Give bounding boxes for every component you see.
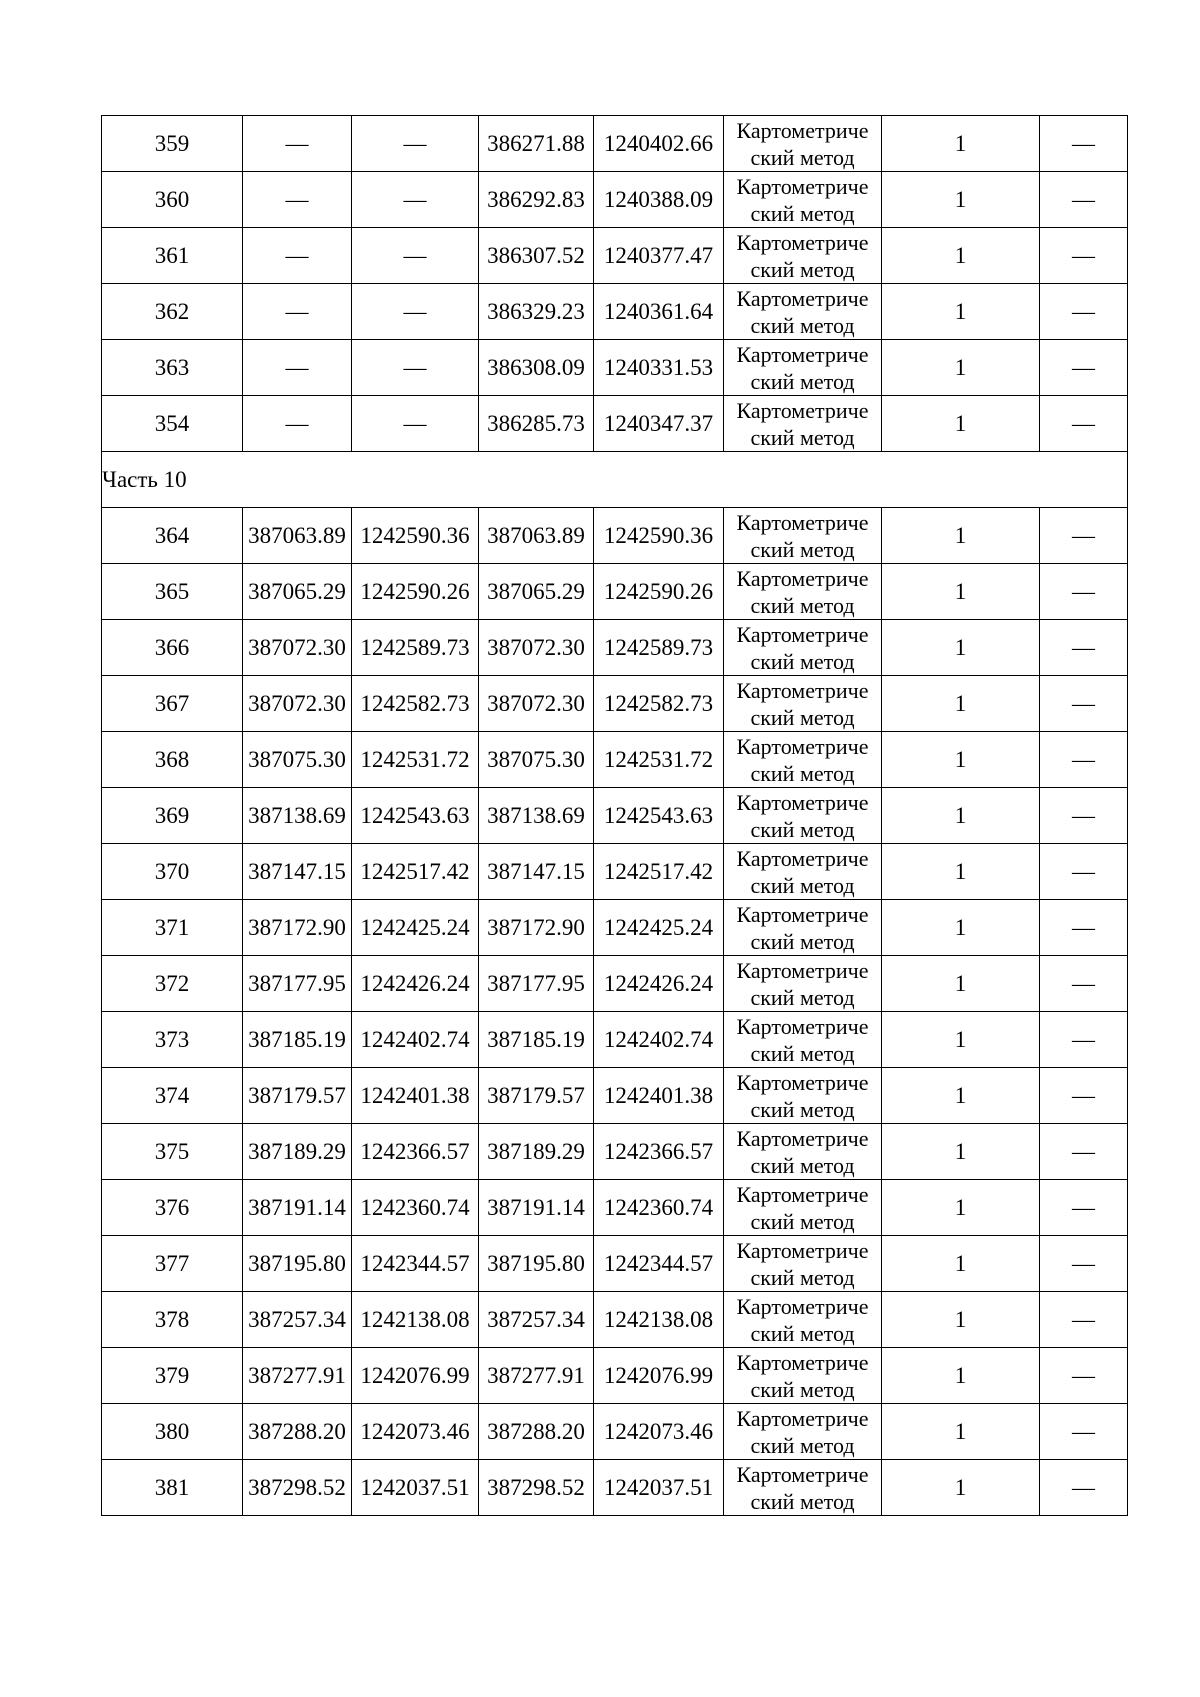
point-number-cell: 364 — [102, 508, 243, 564]
refined-y-cell: 1242425.24 — [594, 900, 724, 956]
table-row — [102, 620, 1128, 676]
method-cell: Картометриче ский метод — [724, 1012, 882, 1068]
accuracy-cell: 1 — [882, 1292, 1040, 1348]
existing-x-cell: 387177.95 — [243, 956, 352, 1012]
accuracy-cell: 1 — [882, 228, 1040, 284]
accuracy-cell: 1 — [882, 564, 1040, 620]
description-cell: — — [1040, 284, 1128, 340]
existing-x-cell: — — [243, 116, 352, 172]
description-cell: — — [1040, 1348, 1128, 1404]
existing-x-cell: 387195.80 — [243, 1236, 352, 1292]
method-cell: Картометриче ский метод — [724, 844, 882, 900]
table-row — [102, 1236, 1128, 1292]
existing-x-cell: 387189.29 — [243, 1124, 352, 1180]
existing-x-cell: 387072.30 — [243, 620, 352, 676]
table-row — [102, 284, 1128, 340]
table-row — [102, 340, 1128, 396]
description-cell: — — [1040, 116, 1128, 172]
refined-x-cell: 387185.19 — [479, 1012, 594, 1068]
existing-x-cell: — — [243, 396, 352, 452]
point-number-cell: 376 — [102, 1180, 243, 1236]
existing-x-cell: 387179.57 — [243, 1068, 352, 1124]
existing-y-cell: 1242076.99 — [352, 1348, 479, 1404]
point-number-cell: 365 — [102, 564, 243, 620]
refined-y-cell: 1242517.42 — [594, 844, 724, 900]
accuracy-cell: 1 — [882, 284, 1040, 340]
existing-y-cell: 1242543.63 — [352, 788, 479, 844]
refined-x-cell: 387147.15 — [479, 844, 594, 900]
existing-x-cell: 387075.30 — [243, 732, 352, 788]
existing-x-cell: 387288.20 — [243, 1404, 352, 1460]
existing-y-cell: 1242360.74 — [352, 1180, 479, 1236]
method-cell: Картометриче ский метод — [724, 1068, 882, 1124]
accuracy-cell: 1 — [882, 844, 1040, 900]
description-cell: — — [1040, 900, 1128, 956]
point-number-cell: 380 — [102, 1404, 243, 1460]
point-number-cell: 366 — [102, 620, 243, 676]
description-cell: — — [1040, 564, 1128, 620]
accuracy-cell: 1 — [882, 1460, 1040, 1516]
refined-x-cell: 387288.20 — [479, 1404, 594, 1460]
point-number-cell: 367 — [102, 676, 243, 732]
point-number-cell: 369 — [102, 788, 243, 844]
description-cell: — — [1040, 1236, 1128, 1292]
table-row — [102, 844, 1128, 900]
description-cell: — — [1040, 844, 1128, 900]
refined-y-cell: 1242344.57 — [594, 1236, 724, 1292]
method-cell: Картометриче ский метод — [724, 1236, 882, 1292]
refined-x-cell: 387072.30 — [479, 620, 594, 676]
existing-x-cell: — — [243, 172, 352, 228]
existing-y-cell: — — [352, 284, 479, 340]
existing-y-cell: 1242531.72 — [352, 732, 479, 788]
refined-y-cell: 1242582.73 — [594, 676, 724, 732]
description-cell: — — [1040, 676, 1128, 732]
existing-x-cell: 387185.19 — [243, 1012, 352, 1068]
accuracy-cell: 1 — [882, 1068, 1040, 1124]
description-cell: — — [1040, 228, 1128, 284]
coordinates-table — [101, 115, 1128, 1516]
method-cell: Картометриче ский метод — [724, 508, 882, 564]
table-row — [102, 228, 1128, 284]
method-cell: Картометриче ский метод — [724, 900, 882, 956]
refined-x-cell: 386329.23 — [479, 284, 594, 340]
point-number-cell: 378 — [102, 1292, 243, 1348]
description-cell: — — [1040, 1180, 1128, 1236]
point-number-cell: 377 — [102, 1236, 243, 1292]
description-cell: — — [1040, 1068, 1128, 1124]
refined-y-cell: 1242426.24 — [594, 956, 724, 1012]
method-cell: Картометриче ский метод — [724, 676, 882, 732]
existing-x-cell: 387063.89 — [243, 508, 352, 564]
method-cell: Картометриче ский метод — [724, 1292, 882, 1348]
existing-x-cell: 387298.52 — [243, 1460, 352, 1516]
table-row — [102, 396, 1128, 452]
existing-x-cell: 387257.34 — [243, 1292, 352, 1348]
accuracy-cell: 1 — [882, 900, 1040, 956]
existing-x-cell: 387147.15 — [243, 844, 352, 900]
description-cell: — — [1040, 340, 1128, 396]
method-cell: Картометриче ский метод — [724, 732, 882, 788]
refined-x-cell: 387065.29 — [479, 564, 594, 620]
existing-y-cell: 1242138.08 — [352, 1292, 479, 1348]
table-row — [102, 1180, 1128, 1236]
refined-y-cell: 1242402.74 — [594, 1012, 724, 1068]
refined-y-cell: 1242401.38 — [594, 1068, 724, 1124]
accuracy-cell: 1 — [882, 340, 1040, 396]
method-cell: Картометриче ский метод — [724, 396, 882, 452]
refined-y-cell: 1240377.47 — [594, 228, 724, 284]
refined-y-cell: 1242037.51 — [594, 1460, 724, 1516]
method-cell: Картометриче ский метод — [724, 284, 882, 340]
table-row — [102, 564, 1128, 620]
table-row — [102, 1124, 1128, 1180]
refined-x-cell: 387191.14 — [479, 1180, 594, 1236]
description-cell: — — [1040, 508, 1128, 564]
point-number-cell: 362 — [102, 284, 243, 340]
point-number-cell: 363 — [102, 340, 243, 396]
table-row — [102, 1348, 1128, 1404]
existing-y-cell: 1242073.46 — [352, 1404, 479, 1460]
method-cell: Картометриче ский метод — [724, 788, 882, 844]
refined-x-cell: 386292.83 — [479, 172, 594, 228]
existing-y-cell: 1242425.24 — [352, 900, 479, 956]
accuracy-cell: 1 — [882, 1012, 1040, 1068]
accuracy-cell: 1 — [882, 788, 1040, 844]
method-cell: Картометриче ский метод — [724, 956, 882, 1012]
refined-x-cell: 387195.80 — [479, 1236, 594, 1292]
point-number-cell: 371 — [102, 900, 243, 956]
existing-y-cell: 1242401.38 — [352, 1068, 479, 1124]
existing-x-cell: 387277.91 — [243, 1348, 352, 1404]
refined-y-cell: 1242590.26 — [594, 564, 724, 620]
description-cell: — — [1040, 1012, 1128, 1068]
existing-y-cell: — — [352, 228, 479, 284]
refined-y-cell: 1242589.73 — [594, 620, 724, 676]
method-cell: Картометриче ский метод — [724, 1460, 882, 1516]
point-number-cell: 372 — [102, 956, 243, 1012]
existing-y-cell: 1242402.74 — [352, 1012, 479, 1068]
refined-y-cell: 1240388.09 — [594, 172, 724, 228]
point-number-cell: 359 — [102, 116, 243, 172]
accuracy-cell: 1 — [882, 1348, 1040, 1404]
accuracy-cell: 1 — [882, 172, 1040, 228]
point-number-cell: 361 — [102, 228, 243, 284]
refined-x-cell: 386285.73 — [479, 396, 594, 452]
refined-x-cell: 387298.52 — [479, 1460, 594, 1516]
refined-y-cell: 1240361.64 — [594, 284, 724, 340]
table-row — [102, 172, 1128, 228]
point-number-cell: 370 — [102, 844, 243, 900]
refined-y-cell: 1242076.99 — [594, 1348, 724, 1404]
table-row — [102, 732, 1128, 788]
method-cell: Картометриче ский метод — [724, 228, 882, 284]
table-row — [102, 1012, 1128, 1068]
description-cell: — — [1040, 172, 1128, 228]
description-cell: — — [1040, 1404, 1128, 1460]
refined-y-cell: 1242366.57 — [594, 1124, 724, 1180]
refined-y-cell: 1242138.08 — [594, 1292, 724, 1348]
refined-x-cell: 387075.30 — [479, 732, 594, 788]
refined-x-cell: 387189.29 — [479, 1124, 594, 1180]
description-cell: — — [1040, 396, 1128, 452]
section-row — [102, 452, 1128, 508]
existing-x-cell: 387138.69 — [243, 788, 352, 844]
refined-y-cell: 1242531.72 — [594, 732, 724, 788]
accuracy-cell: 1 — [882, 956, 1040, 1012]
existing-y-cell: 1242590.26 — [352, 564, 479, 620]
point-number-cell: 381 — [102, 1460, 243, 1516]
table-row — [102, 508, 1128, 564]
accuracy-cell: 1 — [882, 676, 1040, 732]
existing-y-cell: — — [352, 172, 479, 228]
refined-x-cell: 386308.09 — [479, 340, 594, 396]
point-number-cell: 368 — [102, 732, 243, 788]
accuracy-cell: 1 — [882, 396, 1040, 452]
accuracy-cell: 1 — [882, 1404, 1040, 1460]
refined-y-cell: 1242543.63 — [594, 788, 724, 844]
table-body — [102, 116, 1128, 1516]
refined-x-cell: 387177.95 — [479, 956, 594, 1012]
existing-x-cell: 387065.29 — [243, 564, 352, 620]
existing-y-cell: 1242426.24 — [352, 956, 479, 1012]
method-cell: Картометриче ский метод — [724, 564, 882, 620]
accuracy-cell: 1 — [882, 1124, 1040, 1180]
existing-x-cell: — — [243, 228, 352, 284]
existing-x-cell: 387072.30 — [243, 676, 352, 732]
description-cell: — — [1040, 956, 1128, 1012]
description-cell: — — [1040, 1292, 1128, 1348]
method-cell: Картометриче ский метод — [724, 1404, 882, 1460]
method-cell: Картометриче ский метод — [724, 1348, 882, 1404]
refined-y-cell: 1240331.53 — [594, 340, 724, 396]
description-cell: — — [1040, 1460, 1128, 1516]
table-row — [102, 956, 1128, 1012]
existing-x-cell: — — [243, 284, 352, 340]
refined-y-cell: 1242073.46 — [594, 1404, 724, 1460]
method-cell: Картометриче ский метод — [724, 1124, 882, 1180]
existing-x-cell: — — [243, 340, 352, 396]
refined-y-cell: 1242360.74 — [594, 1180, 724, 1236]
refined-y-cell: 1240347.37 — [594, 396, 724, 452]
accuracy-cell: 1 — [882, 508, 1040, 564]
refined-x-cell: 387063.89 — [479, 508, 594, 564]
refined-x-cell: 387172.90 — [479, 900, 594, 956]
existing-y-cell: 1242589.73 — [352, 620, 479, 676]
method-cell: Картометриче ский метод — [724, 620, 882, 676]
existing-y-cell: 1242582.73 — [352, 676, 479, 732]
description-cell: — — [1040, 732, 1128, 788]
accuracy-cell: 1 — [882, 1180, 1040, 1236]
table-row — [102, 1068, 1128, 1124]
accuracy-cell: 1 — [882, 1236, 1040, 1292]
existing-y-cell: 1242344.57 — [352, 1236, 479, 1292]
method-cell: Картометриче ский метод — [724, 116, 882, 172]
table-row — [102, 1460, 1128, 1516]
existing-y-cell: 1242366.57 — [352, 1124, 479, 1180]
table-row — [102, 676, 1128, 732]
accuracy-cell: 1 — [882, 620, 1040, 676]
method-cell: Картометриче ский метод — [724, 340, 882, 396]
refined-x-cell: 387257.34 — [479, 1292, 594, 1348]
existing-x-cell: 387172.90 — [243, 900, 352, 956]
refined-x-cell: 387138.69 — [479, 788, 594, 844]
existing-y-cell: 1242590.36 — [352, 508, 479, 564]
refined-x-cell: 387072.30 — [479, 676, 594, 732]
table-row — [102, 788, 1128, 844]
existing-y-cell: — — [352, 116, 479, 172]
existing-y-cell: 1242517.42 — [352, 844, 479, 900]
existing-y-cell: 1242037.51 — [352, 1460, 479, 1516]
refined-y-cell: 1242590.36 — [594, 508, 724, 564]
point-number-cell: 354 — [102, 396, 243, 452]
point-number-cell: 360 — [102, 172, 243, 228]
method-cell: Картометриче ский метод — [724, 1180, 882, 1236]
table-row — [102, 116, 1128, 172]
existing-x-cell: 387191.14 — [243, 1180, 352, 1236]
existing-y-cell: — — [352, 340, 479, 396]
refined-x-cell: 386307.52 — [479, 228, 594, 284]
point-number-cell: 373 — [102, 1012, 243, 1068]
table-row — [102, 900, 1128, 956]
description-cell: — — [1040, 620, 1128, 676]
section-label: Часть 10 — [102, 452, 1128, 508]
refined-x-cell: 387179.57 — [479, 1068, 594, 1124]
refined-x-cell: 386271.88 — [479, 116, 594, 172]
point-number-cell: 379 — [102, 1348, 243, 1404]
refined-y-cell: 1240402.66 — [594, 116, 724, 172]
table-row — [102, 1292, 1128, 1348]
method-cell: Картометриче ский метод — [724, 172, 882, 228]
accuracy-cell: 1 — [882, 732, 1040, 788]
accuracy-cell: 1 — [882, 116, 1040, 172]
existing-y-cell: — — [352, 396, 479, 452]
description-cell: — — [1040, 788, 1128, 844]
refined-x-cell: 387277.91 — [479, 1348, 594, 1404]
description-cell: — — [1040, 1124, 1128, 1180]
point-number-cell: 375 — [102, 1124, 243, 1180]
point-number-cell: 374 — [102, 1068, 243, 1124]
table-row — [102, 1404, 1128, 1460]
